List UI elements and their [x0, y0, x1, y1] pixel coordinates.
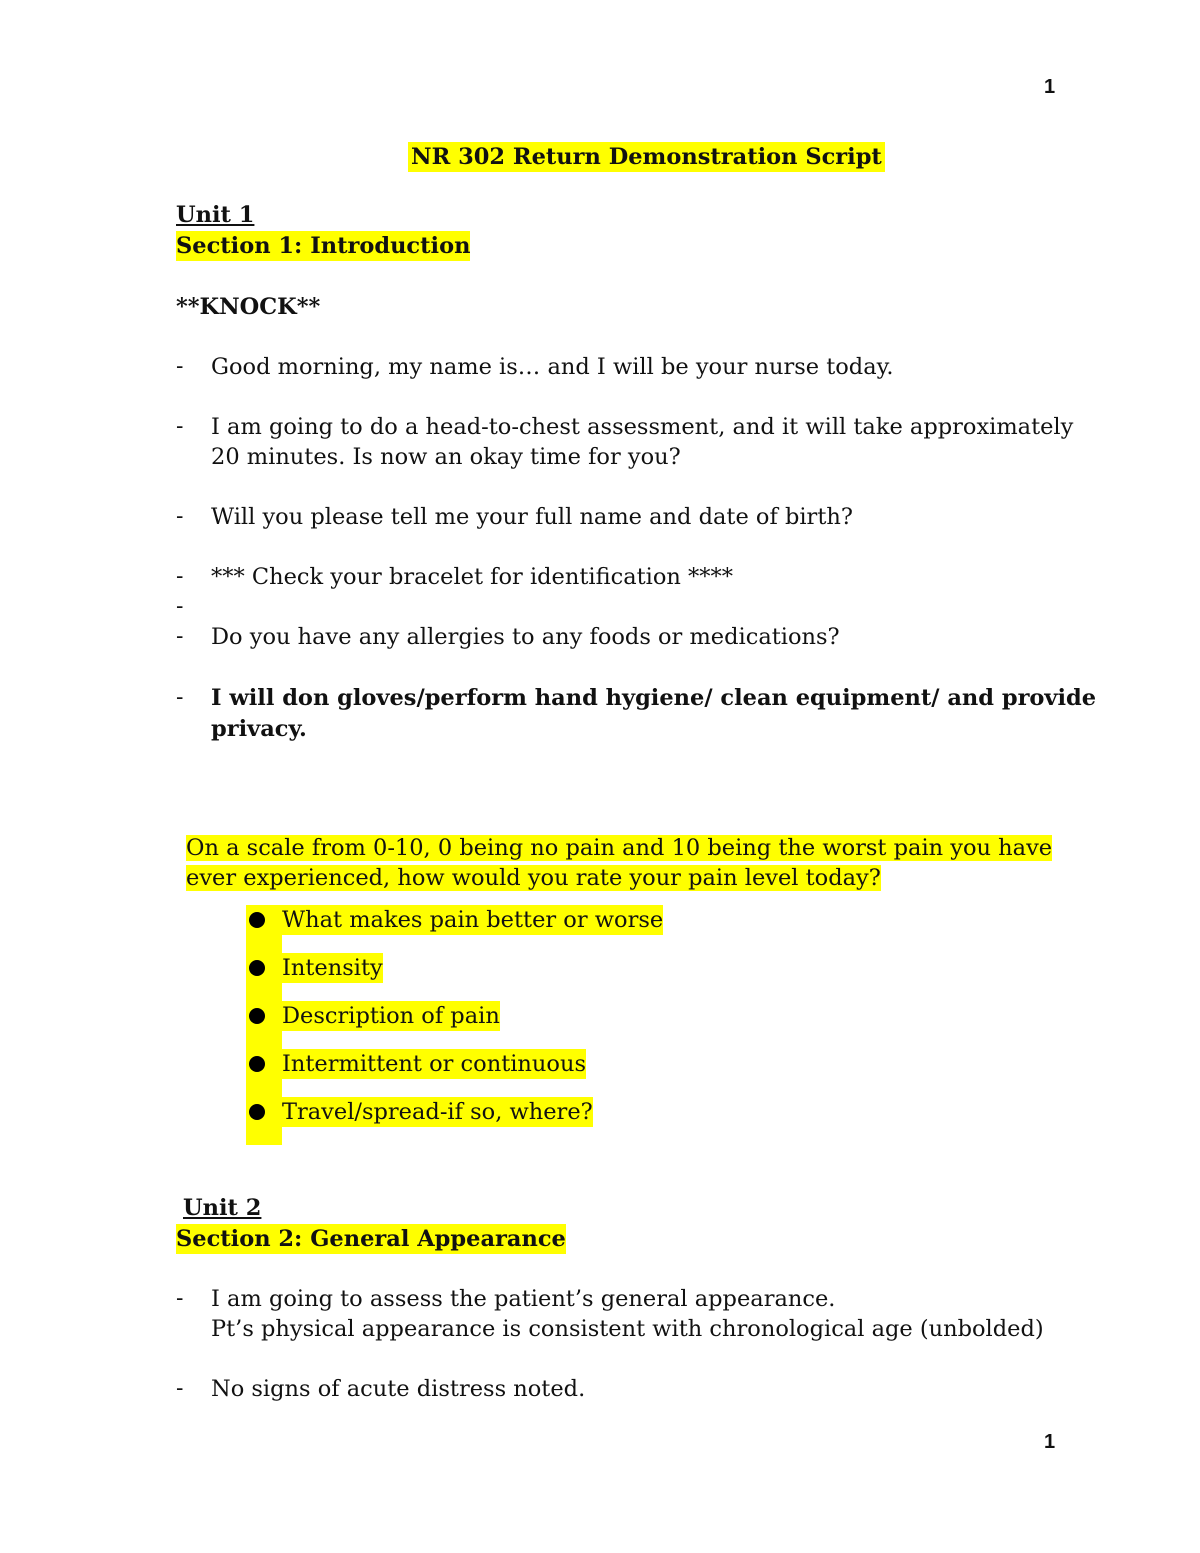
unit-1-label: Unit 1 [176, 202, 255, 228]
document-title: NR 302 Return Demonstration Script [408, 142, 885, 172]
pain-scale-question [186, 833, 1052, 893]
hygiene-privacy-line-2: privacy. [211, 716, 307, 742]
section-2-heading: Section 2: General Appearance [176, 1226, 566, 1252]
pain-question-line-2: ever experienced, how would you rate your pain level today? [186, 865, 881, 891]
allergies-line: Do you have any allergies to any foods or medications? [211, 624, 840, 650]
no-distress-line: No signs of acute distress noted. [211, 1376, 586, 1402]
bullet-icon [249, 960, 265, 976]
bracelet-check-line: *** Check your bracelet for identification **** [211, 564, 734, 590]
greeting-line: Good morning, my name is… and I will be your nurse today. [211, 354, 894, 380]
dash-marker: - [176, 564, 184, 589]
general-appearance-line: I am going to assess the patient’s general appearance. [211, 1286, 836, 1312]
pain-bullet-text: Travel/spread-if so, where? [282, 1099, 593, 1125]
dash-marker: - [176, 504, 184, 529]
dash-marker: - [176, 624, 184, 649]
dash-marker-empty: - [176, 594, 184, 619]
section-1-heading: Section 1: Introduction [176, 233, 471, 259]
unit-2-label: Unit 2 [183, 1195, 262, 1221]
header-page-number: 1 [1044, 76, 1056, 98]
dash-marker: - [176, 1286, 184, 1311]
dash-marker: - [176, 354, 184, 379]
footer-page-number: 1 [1044, 1431, 1056, 1453]
bullet-icon [249, 1104, 265, 1120]
dash-marker: - [176, 685, 184, 710]
bullet-icon [249, 1008, 265, 1024]
assessment-intro-line-1: I am going to do a head-to-chest assessment, and it will take approximately [211, 414, 1074, 440]
pain-bullet-text: Description of pain [282, 1003, 500, 1029]
bullet-icon [249, 1056, 265, 1072]
assessment-intro-line-2: 20 minutes. Is now an okay time for you? [211, 444, 681, 470]
pain-bullet-text: Intermittent or continuous [282, 1051, 587, 1077]
pain-question-line-1: On a scale from 0-10, 0 being no pain and 10 being the worst pain you have [186, 835, 1053, 861]
name-dob-line: Will you please tell me your full name and date of birth? [211, 504, 853, 530]
pain-bullet-text: What makes pain better or worse [282, 907, 664, 933]
dash-marker: - [176, 414, 184, 439]
dash-marker: - [176, 1376, 184, 1401]
hygiene-privacy-line-1: I will don gloves/perform hand hygiene/ clean equipment/ and provide [211, 685, 1097, 711]
pain-bullet-text: Intensity [282, 955, 383, 981]
bullet-icon [249, 912, 265, 928]
knock-cue: **KNOCK** [176, 294, 321, 320]
chronological-age-line: Pt’s physical appearance is consistent with chronological age (unbolded) [211, 1316, 1044, 1342]
